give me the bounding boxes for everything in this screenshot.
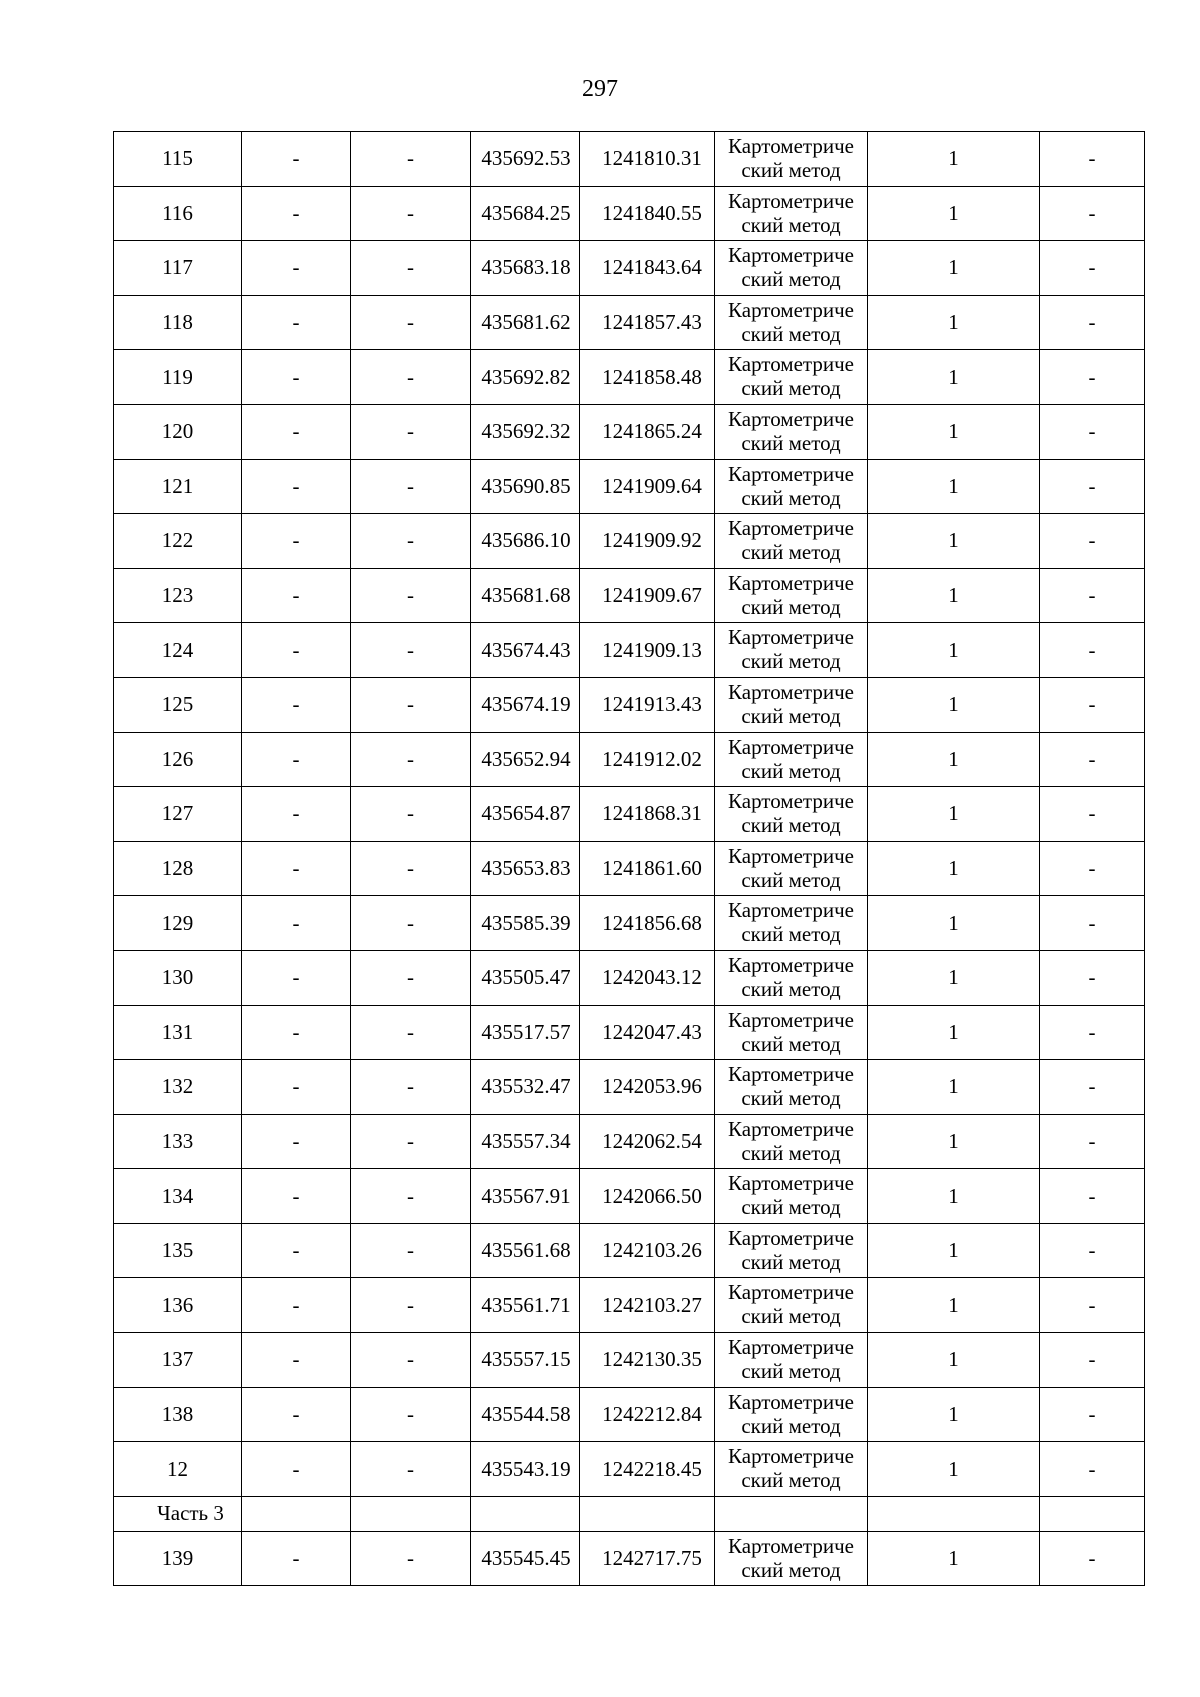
accuracy-cell: 1 xyxy=(868,841,1040,896)
method-text-line2: ский метод xyxy=(741,594,841,619)
empty-value-cell: - xyxy=(1040,1169,1145,1224)
point-number-cell: 120 xyxy=(114,404,242,459)
accuracy-cell: 1 xyxy=(868,295,1040,350)
accuracy-cell: 1 xyxy=(868,350,1040,405)
x-coordinate-cell: 435557.15 xyxy=(471,1333,580,1388)
table-row xyxy=(114,896,1145,951)
empty-value-cell: - xyxy=(242,568,351,623)
point-number-cell: 139 xyxy=(114,1531,242,1586)
empty-value-cell: - xyxy=(1040,186,1145,241)
accuracy-cell: 1 xyxy=(868,623,1040,678)
point-number-cell: 119 xyxy=(114,350,242,405)
table-row xyxy=(114,1060,1145,1115)
accuracy-cell: 1 xyxy=(868,186,1040,241)
y-coordinate-cell: 1242066.50 xyxy=(580,1169,715,1224)
method-text-line1: Картометриче xyxy=(728,843,854,868)
section-empty-cell xyxy=(1040,1496,1145,1531)
method-cell xyxy=(715,1333,868,1388)
accuracy-cell: 1 xyxy=(868,1223,1040,1278)
method-text-line2: ский метод xyxy=(741,1031,841,1056)
empty-value-cell: - xyxy=(242,459,351,514)
empty-value-cell: - xyxy=(1040,1387,1145,1442)
y-coordinate-cell: 1242717.75 xyxy=(580,1531,715,1586)
empty-value-cell: - xyxy=(242,677,351,732)
x-coordinate-cell: 435517.57 xyxy=(471,1005,580,1060)
point-number-cell: 131 xyxy=(114,1005,242,1060)
method-cell xyxy=(715,404,868,459)
method-text-line1: Картометриче xyxy=(728,1225,854,1250)
y-coordinate-cell: 1241843.64 xyxy=(580,241,715,296)
section-row xyxy=(114,1496,1145,1531)
method-text-line2: ский метод xyxy=(741,1195,841,1220)
x-coordinate-cell: 435561.71 xyxy=(471,1278,580,1333)
method-text-line2: ский метод xyxy=(741,758,841,783)
accuracy-cell: 1 xyxy=(868,677,1040,732)
x-coordinate-cell: 435654.87 xyxy=(471,787,580,842)
empty-value-cell: - xyxy=(351,1114,471,1169)
method-cell xyxy=(715,514,868,569)
x-coordinate-cell: 435674.43 xyxy=(471,623,580,678)
method-text-line1: Картометриче xyxy=(728,1171,854,1196)
empty-value-cell: - xyxy=(242,732,351,787)
point-number-cell: 137 xyxy=(114,1333,242,1388)
method-cell xyxy=(715,732,868,787)
method-text-line2: ский метод xyxy=(741,430,841,455)
method-cell xyxy=(715,186,868,241)
empty-value-cell: - xyxy=(1040,514,1145,569)
point-number-cell: 12 xyxy=(114,1442,242,1497)
empty-value-cell: - xyxy=(351,1169,471,1224)
x-coordinate-cell: 435532.47 xyxy=(471,1060,580,1115)
method-text-line2: ский метод xyxy=(741,1557,841,1582)
accuracy-cell: 1 xyxy=(868,241,1040,296)
empty-value-cell: - xyxy=(242,1223,351,1278)
method-text-line2: ский метод xyxy=(741,976,841,1001)
empty-value-cell: - xyxy=(351,623,471,678)
x-coordinate-cell: 435543.19 xyxy=(471,1442,580,1497)
y-coordinate-cell: 1241909.13 xyxy=(580,623,715,678)
table-row xyxy=(114,1387,1145,1442)
y-coordinate-cell: 1241856.68 xyxy=(580,896,715,951)
section-empty-cell xyxy=(351,1496,471,1531)
table-row xyxy=(114,1114,1145,1169)
empty-value-cell: - xyxy=(351,186,471,241)
accuracy-cell: 1 xyxy=(868,1060,1040,1115)
table-row xyxy=(114,241,1145,296)
point-number-cell: 117 xyxy=(114,241,242,296)
section-label: Часть 3 xyxy=(114,1496,242,1531)
x-coordinate-cell: 435653.83 xyxy=(471,841,580,896)
coordinates-table xyxy=(113,131,1145,1586)
method-cell xyxy=(715,1531,868,1586)
point-number-cell: 136 xyxy=(114,1278,242,1333)
x-coordinate-cell: 435652.94 xyxy=(471,732,580,787)
method-text-line2: ский метод xyxy=(741,703,841,728)
table-row xyxy=(114,950,1145,1005)
table-row xyxy=(114,404,1145,459)
method-cell xyxy=(715,295,868,350)
point-number-cell: 133 xyxy=(114,1114,242,1169)
section-empty-cell xyxy=(868,1496,1040,1531)
empty-value-cell: - xyxy=(242,404,351,459)
empty-value-cell: - xyxy=(351,1333,471,1388)
method-text-line1: Картометриче xyxy=(728,516,854,541)
empty-value-cell: - xyxy=(1040,1531,1145,1586)
x-coordinate-cell: 435683.18 xyxy=(471,241,580,296)
method-cell xyxy=(715,1442,868,1497)
point-number-cell: 118 xyxy=(114,295,242,350)
accuracy-cell: 1 xyxy=(868,1278,1040,1333)
method-text-line1: Картометриче xyxy=(728,1116,854,1141)
y-coordinate-cell: 1241909.64 xyxy=(580,459,715,514)
method-text-line2: ский метод xyxy=(741,1413,841,1438)
empty-value-cell: - xyxy=(242,241,351,296)
method-text-line1: Картометриче xyxy=(728,243,854,268)
y-coordinate-cell: 1242062.54 xyxy=(580,1114,715,1169)
point-number-cell: 125 xyxy=(114,677,242,732)
point-number-cell: 127 xyxy=(114,787,242,842)
empty-value-cell: - xyxy=(242,896,351,951)
empty-value-cell: - xyxy=(351,132,471,187)
empty-value-cell: - xyxy=(351,1442,471,1497)
accuracy-cell: 1 xyxy=(868,1333,1040,1388)
point-number-cell: 129 xyxy=(114,896,242,951)
empty-value-cell: - xyxy=(242,787,351,842)
accuracy-cell: 1 xyxy=(868,132,1040,187)
method-cell xyxy=(715,623,868,678)
table-row xyxy=(114,1169,1145,1224)
empty-value-cell: - xyxy=(242,1005,351,1060)
point-number-cell: 128 xyxy=(114,841,242,896)
empty-value-cell: - xyxy=(351,404,471,459)
accuracy-cell: 1 xyxy=(868,787,1040,842)
method-text-line2: ский метод xyxy=(741,649,841,674)
method-cell xyxy=(715,350,868,405)
y-coordinate-cell: 1242047.43 xyxy=(580,1005,715,1060)
empty-value-cell: - xyxy=(351,1387,471,1442)
section-empty-cell xyxy=(580,1496,715,1531)
table-row xyxy=(114,732,1145,787)
empty-value-cell: - xyxy=(1040,568,1145,623)
method-cell xyxy=(715,1387,868,1442)
table-row xyxy=(114,1333,1145,1388)
empty-value-cell: - xyxy=(351,1531,471,1586)
empty-value-cell: - xyxy=(1040,896,1145,951)
empty-value-cell: - xyxy=(1040,623,1145,678)
x-coordinate-cell: 435674.19 xyxy=(471,677,580,732)
table-row xyxy=(114,514,1145,569)
x-coordinate-cell: 435561.68 xyxy=(471,1223,580,1278)
method-cell xyxy=(715,677,868,732)
point-number-cell: 132 xyxy=(114,1060,242,1115)
point-number-cell: 123 xyxy=(114,568,242,623)
empty-value-cell: - xyxy=(1040,1114,1145,1169)
x-coordinate-cell: 435681.68 xyxy=(471,568,580,623)
method-text-line1: Картометриче xyxy=(728,1335,854,1360)
empty-value-cell: - xyxy=(242,841,351,896)
table-row xyxy=(114,623,1145,678)
empty-value-cell: - xyxy=(1040,787,1145,842)
empty-value-cell: - xyxy=(351,896,471,951)
method-text-line2: ский метод xyxy=(741,867,841,892)
method-cell xyxy=(715,1114,868,1169)
method-text-line1: Картометриче xyxy=(728,406,854,431)
method-text-line1: Картометриче xyxy=(728,1007,854,1032)
accuracy-cell: 1 xyxy=(868,1387,1040,1442)
table-row xyxy=(114,1005,1145,1060)
empty-value-cell: - xyxy=(351,459,471,514)
method-text-line2: ский метод xyxy=(741,540,841,565)
y-coordinate-cell: 1242103.27 xyxy=(580,1278,715,1333)
x-coordinate-cell: 435557.34 xyxy=(471,1114,580,1169)
method-text-line1: Картометриче xyxy=(728,1389,854,1414)
empty-value-cell: - xyxy=(1040,1333,1145,1388)
method-text-line2: ский метод xyxy=(741,1359,841,1384)
x-coordinate-cell: 435684.25 xyxy=(471,186,580,241)
point-number-cell: 122 xyxy=(114,514,242,569)
method-text-line1: Картометриче xyxy=(728,898,854,923)
accuracy-cell: 1 xyxy=(868,1169,1040,1224)
table-row xyxy=(114,677,1145,732)
empty-value-cell: - xyxy=(351,1223,471,1278)
point-number-cell: 121 xyxy=(114,459,242,514)
x-coordinate-cell: 435692.53 xyxy=(471,132,580,187)
table-row xyxy=(114,295,1145,350)
empty-value-cell: - xyxy=(242,950,351,1005)
table-row xyxy=(114,1442,1145,1497)
method-cell xyxy=(715,459,868,514)
method-text-line1: Картометриче xyxy=(728,625,854,650)
empty-value-cell: - xyxy=(1040,1223,1145,1278)
method-text-line1: Картометриче xyxy=(728,789,854,814)
method-text-line1: Картометриче xyxy=(728,679,854,704)
method-text-line2: ский метод xyxy=(741,1140,841,1165)
table-row xyxy=(114,787,1145,842)
section-empty-cell xyxy=(471,1496,580,1531)
method-cell xyxy=(715,132,868,187)
empty-value-cell: - xyxy=(351,1278,471,1333)
method-text-line1: Картометриче xyxy=(728,734,854,759)
table-row xyxy=(114,841,1145,896)
method-text-line2: ский метод xyxy=(741,1249,841,1274)
accuracy-cell: 1 xyxy=(868,1442,1040,1497)
method-text-line1: Картометриче xyxy=(728,461,854,486)
point-number-cell: 130 xyxy=(114,950,242,1005)
empty-value-cell: - xyxy=(351,350,471,405)
empty-value-cell: - xyxy=(242,1442,351,1497)
y-coordinate-cell: 1242103.26 xyxy=(580,1223,715,1278)
method-text-line1: Картометриче xyxy=(728,134,854,158)
table-row xyxy=(114,1531,1145,1586)
empty-value-cell: - xyxy=(242,1114,351,1169)
x-coordinate-cell: 435585.39 xyxy=(471,896,580,951)
x-coordinate-cell: 435544.58 xyxy=(471,1387,580,1442)
table-row xyxy=(114,350,1145,405)
accuracy-cell: 1 xyxy=(868,568,1040,623)
method-text-line2: ский метод xyxy=(741,1468,841,1493)
method-cell xyxy=(715,1005,868,1060)
empty-value-cell: - xyxy=(351,1005,471,1060)
empty-value-cell: - xyxy=(242,1531,351,1586)
empty-value-cell: - xyxy=(242,350,351,405)
method-cell xyxy=(715,1169,868,1224)
accuracy-cell: 1 xyxy=(868,1531,1040,1586)
y-coordinate-cell: 1242043.12 xyxy=(580,950,715,1005)
section-empty-cell xyxy=(715,1496,868,1531)
empty-value-cell: - xyxy=(1040,732,1145,787)
method-text-line2: ский метод xyxy=(741,1086,841,1111)
method-cell xyxy=(715,1223,868,1278)
y-coordinate-cell: 1241865.24 xyxy=(580,404,715,459)
method-text-line2: ский метод xyxy=(741,1304,841,1329)
empty-value-cell: - xyxy=(1040,132,1145,187)
point-number-cell: 134 xyxy=(114,1169,242,1224)
empty-value-cell: - xyxy=(351,568,471,623)
accuracy-cell: 1 xyxy=(868,1114,1040,1169)
table-row xyxy=(114,459,1145,514)
y-coordinate-cell: 1241857.43 xyxy=(580,295,715,350)
empty-value-cell: - xyxy=(351,677,471,732)
empty-value-cell: - xyxy=(1040,1060,1145,1115)
empty-value-cell: - xyxy=(242,1169,351,1224)
y-coordinate-cell: 1242212.84 xyxy=(580,1387,715,1442)
point-number-cell: 138 xyxy=(114,1387,242,1442)
method-cell xyxy=(715,896,868,951)
y-coordinate-cell: 1242130.35 xyxy=(580,1333,715,1388)
point-number-cell: 124 xyxy=(114,623,242,678)
method-cell xyxy=(715,950,868,1005)
table-row xyxy=(114,1223,1145,1278)
empty-value-cell: - xyxy=(351,295,471,350)
accuracy-cell: 1 xyxy=(868,950,1040,1005)
x-coordinate-cell: 435505.47 xyxy=(471,950,580,1005)
method-text-line1: Картометриче xyxy=(728,352,854,377)
empty-value-cell: - xyxy=(1040,841,1145,896)
x-coordinate-cell: 435567.91 xyxy=(471,1169,580,1224)
y-coordinate-cell: 1241909.67 xyxy=(580,568,715,623)
empty-value-cell: - xyxy=(351,950,471,1005)
y-coordinate-cell: 1241861.60 xyxy=(580,841,715,896)
method-text-line1: Картометриче xyxy=(728,952,854,977)
y-coordinate-cell: 1241840.55 xyxy=(580,186,715,241)
empty-value-cell: - xyxy=(1040,241,1145,296)
table-body xyxy=(114,132,1145,1586)
x-coordinate-cell: 435681.62 xyxy=(471,295,580,350)
x-coordinate-cell: 435690.85 xyxy=(471,459,580,514)
method-cell xyxy=(715,841,868,896)
table-row xyxy=(114,186,1145,241)
method-text-line1: Картометриче xyxy=(728,297,854,322)
empty-value-cell: - xyxy=(351,1060,471,1115)
empty-value-cell: - xyxy=(242,1333,351,1388)
empty-value-cell: - xyxy=(351,732,471,787)
empty-value-cell: - xyxy=(1040,404,1145,459)
empty-value-cell: - xyxy=(1040,677,1145,732)
point-number-cell: 126 xyxy=(114,732,242,787)
method-text-line1: Картометриче xyxy=(728,1533,854,1558)
y-coordinate-cell: 1242218.45 xyxy=(580,1442,715,1497)
method-text-line1: Картометриче xyxy=(728,570,854,595)
point-number-cell: 135 xyxy=(114,1223,242,1278)
y-coordinate-cell: 1241858.48 xyxy=(580,350,715,405)
empty-value-cell: - xyxy=(242,514,351,569)
method-cell xyxy=(715,1060,868,1115)
page-number: 297 xyxy=(582,76,618,102)
y-coordinate-cell: 1241810.31 xyxy=(580,132,715,187)
method-text-line2: ский метод xyxy=(741,813,841,838)
point-number-cell: 115 xyxy=(114,132,242,187)
empty-value-cell: - xyxy=(351,241,471,296)
empty-value-cell: - xyxy=(1040,950,1145,1005)
empty-value-cell: - xyxy=(351,841,471,896)
method-text-line2: ский метод xyxy=(741,321,841,346)
table-row xyxy=(114,132,1145,187)
empty-value-cell: - xyxy=(1040,295,1145,350)
accuracy-cell: 1 xyxy=(868,459,1040,514)
table-row xyxy=(114,1278,1145,1333)
empty-value-cell: - xyxy=(1040,1442,1145,1497)
y-coordinate-cell: 1242053.96 xyxy=(580,1060,715,1115)
method-cell xyxy=(715,1278,868,1333)
table-row xyxy=(114,568,1145,623)
accuracy-cell: 1 xyxy=(868,404,1040,459)
empty-value-cell: - xyxy=(242,295,351,350)
y-coordinate-cell: 1241913.43 xyxy=(580,677,715,732)
empty-value-cell: - xyxy=(242,186,351,241)
method-text-line2: ский метод xyxy=(741,158,841,182)
x-coordinate-cell: 435692.32 xyxy=(471,404,580,459)
method-cell xyxy=(715,787,868,842)
method-text-line2: ский метод xyxy=(741,376,841,401)
x-coordinate-cell: 435692.82 xyxy=(471,350,580,405)
accuracy-cell: 1 xyxy=(868,732,1040,787)
empty-value-cell: - xyxy=(242,1060,351,1115)
x-coordinate-cell: 435545.45 xyxy=(471,1531,580,1586)
method-text-line2: ский метод xyxy=(741,922,841,947)
method-text-line1: Картометриче xyxy=(728,1280,854,1305)
empty-value-cell: - xyxy=(351,787,471,842)
empty-value-cell: - xyxy=(242,132,351,187)
section-empty-cell xyxy=(242,1496,351,1531)
method-text-line2: ский метод xyxy=(741,212,841,237)
method-text-line1: Картометриче xyxy=(728,188,854,213)
accuracy-cell: 1 xyxy=(868,896,1040,951)
empty-value-cell: - xyxy=(1040,1278,1145,1333)
method-text-line2: ский метод xyxy=(741,267,841,292)
empty-value-cell: - xyxy=(1040,350,1145,405)
x-coordinate-cell: 435686.10 xyxy=(471,514,580,569)
empty-value-cell: - xyxy=(242,1387,351,1442)
empty-value-cell: - xyxy=(242,1278,351,1333)
accuracy-cell: 1 xyxy=(868,514,1040,569)
empty-value-cell: - xyxy=(1040,1005,1145,1060)
y-coordinate-cell: 1241909.92 xyxy=(580,514,715,569)
empty-value-cell: - xyxy=(351,514,471,569)
y-coordinate-cell: 1241868.31 xyxy=(580,787,715,842)
empty-value-cell: - xyxy=(242,623,351,678)
method-cell xyxy=(715,241,868,296)
method-text-line1: Картометриче xyxy=(728,1062,854,1087)
empty-value-cell: - xyxy=(1040,459,1145,514)
accuracy-cell: 1 xyxy=(868,1005,1040,1060)
method-text-line2: ский метод xyxy=(741,485,841,510)
point-number-cell: 116 xyxy=(114,186,242,241)
method-text-line1: Картометриче xyxy=(728,1444,854,1469)
method-cell xyxy=(715,568,868,623)
y-coordinate-cell: 1241912.02 xyxy=(580,732,715,787)
